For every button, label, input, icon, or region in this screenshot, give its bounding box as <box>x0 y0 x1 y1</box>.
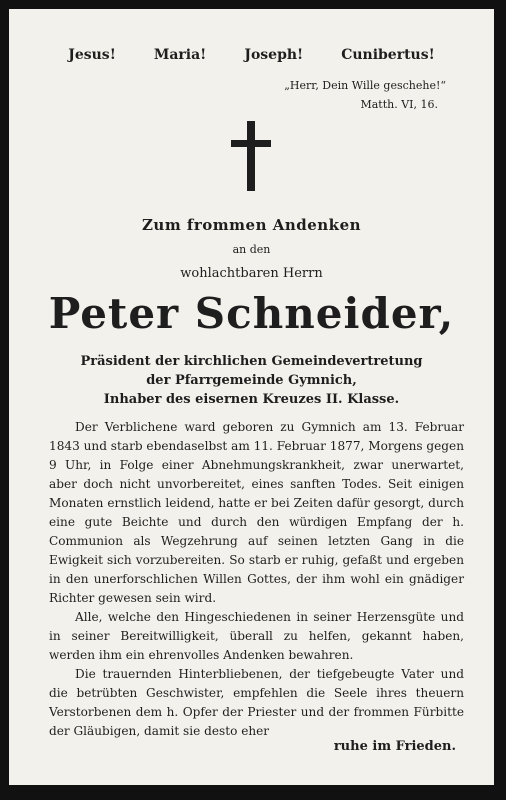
paragraph: Alle, welche den Hingeschiedenen in seiner Herzensgüte und in seiner Bereitwilligkeit, überall zu helfen, gekannt haben, werden ihm ein ehrenvolles Andenken bewahren. <box>49 610 464 662</box>
deceased-name: Peter Schneider, <box>48 289 455 338</box>
invocation-jesus: Jesus! <box>68 47 116 63</box>
title-line: Inhaber des eisernen Kreuzes II. Klasse. <box>103 392 400 407</box>
invocation-maria: Maria! <box>153 47 207 63</box>
invocations <box>9 47 494 63</box>
honorific-text: wohlachtbaren Herrn <box>180 266 323 281</box>
quote-reference: Matth. VI, 16. <box>360 98 438 111</box>
paragraph: Die trauernden Hinterbliebenen, der tiefgebeugte Vater und die betrübten Geschwister, empfehlen die Seele ihres theuern Verstorbenen dem h. Opfer der Priester und der frommen Fürbitte der Gläubigen, damit sie desto eher <box>49 667 464 738</box>
andenken-heading: Zum frommen Andenken <box>141 216 362 234</box>
obituary-text <box>49 418 464 741</box>
an-den-text: an den <box>232 243 271 256</box>
titles-block <box>9 352 494 409</box>
quote-text: „Herr, Dein Wille geschehe!“ <box>284 79 446 92</box>
scripture-quote <box>284 76 446 114</box>
cross-icon <box>231 121 271 191</box>
title-line: der Pfarrgemeinde Gymnich, <box>146 373 357 388</box>
invocation-cunibertus: Cunibertus! <box>341 47 435 63</box>
paragraph: Der Verblichene ward geboren zu Gymnich am 13. Februar 1843 und starb ebendaselbst am 11. Februar 1877, Morgens gegen 9 Uhr, in Folge einer Abnehmungskrankheit, zwar unerwartet, aber doch nicht unvorbereitet, eines sanften Todes. Seit einigen Monaten ernstlich leidend, hatte er bei Zeiten dafür gesorgt, durch eine gute Beichte und durch den würdigen Empfang der h. Communion als Wegzehrung auf seinen letzten Gang in die Ewigkeit sich vorzubereiten. So starb er ruhig, gefaßt und ergeben in den unerforschlichen Willen Gottes, der ihm wohl ein gnädiger Richter gewesen sein wird. <box>49 420 464 605</box>
closing-line: ruhe im Frieden. <box>333 739 456 754</box>
title-line: Präsident der kirchlichen Gemeindevertretung <box>80 354 423 369</box>
invocation-joseph: Joseph! <box>244 47 304 63</box>
memorial-card <box>9 9 494 785</box>
